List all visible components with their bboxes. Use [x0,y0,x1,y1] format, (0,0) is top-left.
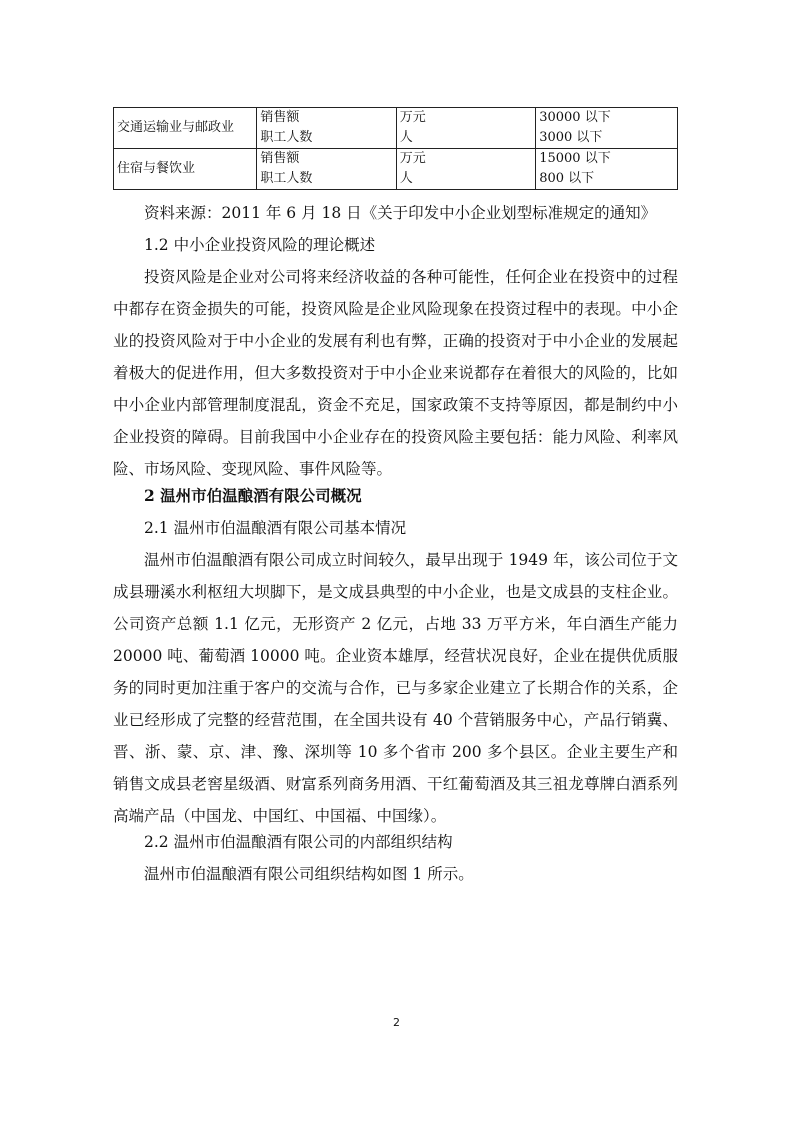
section-heading-1-2: 1.2 中小企业投资风险的理论概述 [144,236,376,254]
metric-label: 职工人数 [260,130,313,145]
metric-label: 职工人数 [260,171,313,186]
unit-label: 人 [399,171,413,186]
metric-cell [257,149,396,190]
metric-cell [257,108,396,149]
table-source-note: 资料来源：2011 年 6 月 18 日《关于印发中小企业划型标准规定的通知》 [144,204,657,222]
threshold-value: 15000 以下 [539,151,611,166]
table-row [114,149,678,190]
unit-cell [396,108,535,149]
section-heading-2: 2 温州市伯温酿酒有限公司概况 [144,486,362,505]
metric-label: 销售额 [260,151,300,166]
unit-label: 人 [399,130,413,145]
threshold-value: 800 以下 [539,171,595,186]
section-heading-2-2: 2.2 温州市伯温酿酒有限公司的内部组织结构 [144,833,453,851]
unit-label: 万元 [399,151,426,166]
industry-cell: 住宿与餐饮业 [114,149,257,190]
industry-cell: 交通运输业与邮政业 [114,108,257,149]
threshold-value: 30000 以下 [539,110,611,125]
section-1-2-paragraph: 投资风险是企业对公司将来经济收益的各种可能性，任何企业在投资中的过程中都存在资金损失的可能，投资风险是企业风险现象在投资过程中的表现。中小企业的投资风险对于中小企业的发展有利也有弊，正确的投资对于中小企业的发展起着极大的促进作用，但大多数投资对于中小企业来说都存在着很大的风险的，比如中小企业内部管理制度混乱，资金不充足，国家政策不支持等原因，都是制约中小企业投资的障碍。目前我国中小企业存在的投资风险主要包括：能力风险、利率风险、市场风险、变现风险、事件风险等。 [113,268,678,478]
table-row [114,108,678,149]
threshold-cell [536,108,678,149]
section-2-1-paragraph: 温州市伯温酿酒有限公司成立时间较久，最早出现于 1949 年，该公司位于文成县珊溪水利枢纽大坝脚下，是文成县典型的中小企业，也是文成县的支柱企业。公司资产总额 1.1 亿元，无形资产 2 亿元，占地 33 万平方米，年白酒生产能力 20000 吨、葡萄酒 10000 吨。企业资本雄厚，经营状况良好，企业在提供优质服务的同时更加注重于客户的交流与合作，已与多家企业建立了长期合作的关系，企业已经形成了完整的经营范围，在全国共设有 40 个营销服务中心，产品行销冀、晋、浙、蒙、京、津、豫、深圳等 10 多个省市 200 多个县区。企业主要生产和销售文成县老窖星级酒、财富系列商务用酒、干红葡萄酒及其三祖龙尊牌白酒系列高端产品（中国龙、中国红、中国福、中国缘）。 [113,551,678,825]
unit-label: 万元 [399,110,426,125]
threshold-value: 3000 以下 [539,130,603,145]
sme-standard-table [113,107,678,190]
metric-label: 销售额 [260,110,300,125]
section-heading-2-1: 2.1 温州市伯温酿酒有限公司基本情况 [144,519,407,537]
threshold-cell [536,149,678,190]
unit-cell [396,149,535,190]
page-number: 2 [393,1016,400,1029]
section-2-2-paragraph: 温州市伯温酿酒有限公司组织结构如图 1 所示。 [144,865,474,883]
